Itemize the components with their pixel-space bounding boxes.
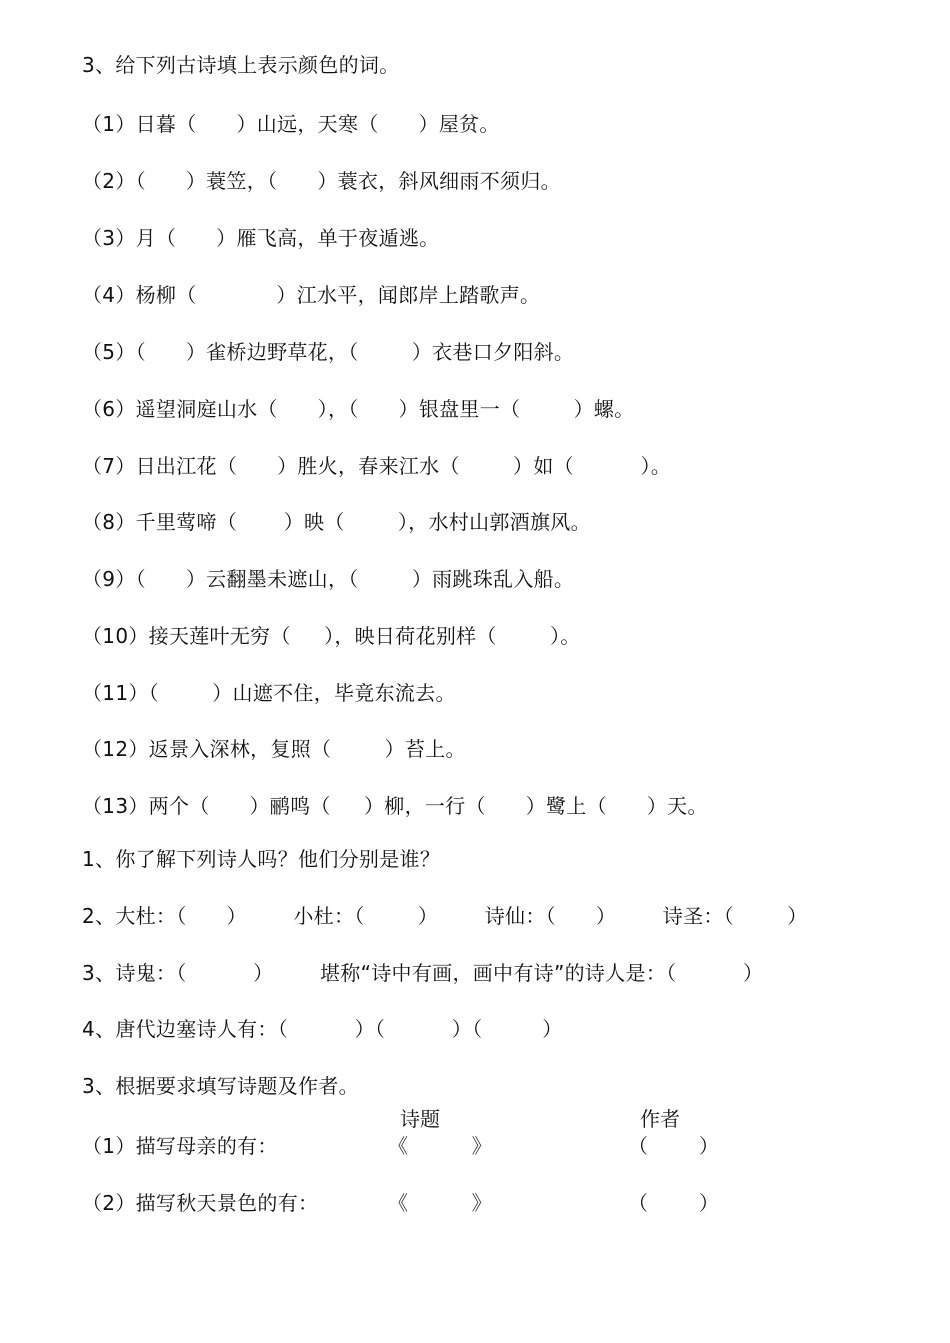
titles-row-2-author-blank: （ ）: [628, 1191, 719, 1215]
titles-row-1-label: （1）描写母亲的有：: [82, 1134, 278, 1158]
section-titles-title: 3、根据要求填写诗题及作者。: [82, 1074, 359, 1098]
color-question-10: （10）接天莲叶无穷（ ），映日荷花别样（ ）。: [82, 624, 581, 648]
titles-row-2-title-blank: 《 》: [388, 1191, 492, 1215]
color-question-1: （1）日暮（ ）山远，天寒（ ）屋贫。: [82, 112, 500, 136]
section-poets-title: 1、你了解下列诗人吗？他们分别是谁？: [82, 847, 441, 871]
color-question-3: （3）月（ ）雁飞高，单于夜遁逃。: [82, 226, 440, 250]
color-question-9: （9）（ ）云翻墨未遮山，（ ）雨跳珠乱入船。: [82, 567, 575, 591]
column-header-poem-title: 诗题: [400, 1107, 440, 1131]
section-color-title: 3、给下列古诗填上表示颜色的词。: [82, 53, 400, 77]
color-question-5: （5）（ ）雀桥边野草花，（ ）衣巷口夕阳斜。: [82, 340, 575, 364]
color-question-12: （12）返景入深林，复照（ ）苔上。: [82, 737, 466, 761]
color-question-7: （7）日出江花（ ）胜火，春来江水（ ）如（ ）。: [82, 454, 672, 478]
color-question-4: （4）杨柳（ ）江水平，闻郎岸上踏歌声。: [82, 283, 541, 307]
color-question-6: （6）遥望洞庭山水（ ），（ ）银盘里一（ ）螺。: [82, 397, 635, 421]
poets-line-2: 2、大杜：（ ） 小杜：（ ） 诗仙：（ ） 诗圣：（ ）: [82, 904, 808, 928]
titles-row-1-title-blank: 《 》: [388, 1134, 492, 1158]
titles-row-1-author-blank: （ ）: [628, 1134, 719, 1158]
color-question-8: （8）千里莺啼（ ）映（ ），水村山郭酒旗风。: [82, 510, 591, 534]
poets-line-4: 4、唐代边塞诗人有：（ ）（ ）（ ）: [82, 1017, 563, 1041]
color-question-13: （13）两个（ ）鹂鸣（ ）柳，一行（ ）鹭上（ ）天。: [82, 794, 708, 818]
color-question-2: （2）（ ）蓑笠，（ ）蓑衣，斜风细雨不须归。: [82, 169, 561, 193]
column-header-author: 作者: [640, 1107, 680, 1131]
color-question-11: （11）（ ）山遮不住，毕竟东流去。: [82, 681, 456, 705]
poets-line-3: 3、诗鬼：（ ） 堪称“诗中有画，画中有诗”的诗人是：（ ）: [82, 961, 764, 985]
titles-row-2-label: （2）描写秋天景色的有：: [82, 1191, 319, 1215]
